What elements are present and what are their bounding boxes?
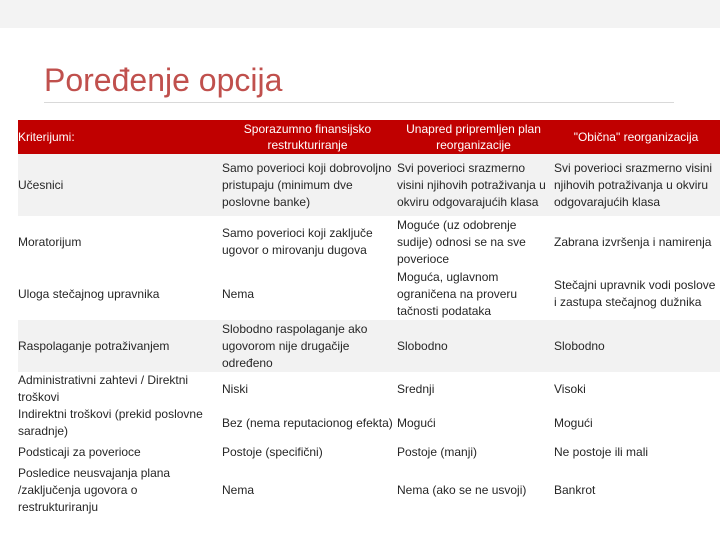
criterion-cell: Podsticaji za poverioce [18, 444, 141, 459]
header-prepack-reorganization: Unapred pripremljen plan reorganizacije [395, 120, 552, 154]
table-cell: Nema [222, 482, 255, 497]
table-cell: Srednji [397, 381, 435, 396]
table-cell: Bez (nema reputacionog efekta) [222, 415, 393, 430]
table-cell: Ne postoje ili mali [554, 444, 649, 459]
criterion-cell: Administrativni zahtevi / Direktni troškovi [18, 373, 189, 404]
table-cell: Slobodno [395, 320, 552, 372]
table-row [18, 216, 720, 268]
table-cell: Samo poverioci koji dobrovoljno pristupaju (minimum dve poslovne banke) [220, 154, 395, 216]
top-band [0, 0, 720, 28]
table-row [18, 464, 720, 516]
table-header-row [18, 120, 720, 154]
table-cell: Visoki [554, 381, 586, 396]
table-cell: Bankrot [554, 482, 596, 497]
table-cell: Zabrana izvršenja i namirenja [554, 234, 712, 249]
table-cell: Svi poverioci srazmerno visini njihovih potraživanja u okviru odgovarajućih klasa [395, 154, 552, 216]
table-cell: Samo poverioci koji zaključe ugovor o mirovanju dugova [222, 226, 373, 257]
table-row [18, 372, 720, 406]
table-row [18, 154, 720, 216]
slide-title: Poređenje opcija [44, 62, 283, 98]
table-cell: Mogući [397, 415, 436, 430]
table-cell: Slobodno [552, 320, 720, 372]
table-cell: Slobodno raspolaganje ako ugovorom nije drugačije određeno [220, 320, 395, 372]
table-cell: Stečajni upravnik vodi poslove i zastupa stečajnog dužnika [554, 278, 716, 309]
table-cell: Niski [222, 381, 248, 396]
table-cell: Moguća, uglavnom ograničena na proveru tačnosti podataka [397, 269, 518, 318]
header-ordinary-reorganization: "Obična" reorganizacija [552, 120, 720, 154]
table-row [18, 268, 720, 320]
header-consensual-restructuring: Sporazumno finansijsko restrukturiranje [220, 120, 395, 154]
comparison-table [18, 120, 720, 516]
criterion-cell: Posledice neusvajanja plana /zaključenja ugovora o restrukturiranju [18, 465, 171, 514]
criterion-cell: Moratorijum [18, 234, 82, 249]
criterion-cell: Indirektni troškovi (prekid poslovne saradnje) [18, 407, 203, 438]
criterion-cell: Učesnici [18, 154, 220, 216]
title-divider [44, 102, 674, 103]
table-cell: Postoje (manji) [397, 444, 478, 459]
table-cell: Mogući [554, 415, 593, 430]
table-cell: Moguće (uz odobrenje sudije) odnosi se na sve poverioce [397, 217, 526, 266]
table-row [18, 320, 720, 372]
header-criteria: Kriterijumi: [18, 120, 220, 154]
table-row [18, 440, 720, 464]
criterion-cell: Uloga stečajnog upravnika [18, 286, 160, 301]
criterion-cell: Raspolaganje potraživanjem [18, 320, 220, 372]
table-row [18, 406, 720, 440]
table-cell: Nema (ako se ne usvoji) [397, 482, 527, 497]
table-cell: Postoje (specifični) [222, 444, 323, 459]
table-cell: Nema [222, 286, 255, 301]
table-cell: Svi poverioci srazmerno visini njihovih potraživanja u okviru odgovarajućih klasa [552, 154, 720, 216]
